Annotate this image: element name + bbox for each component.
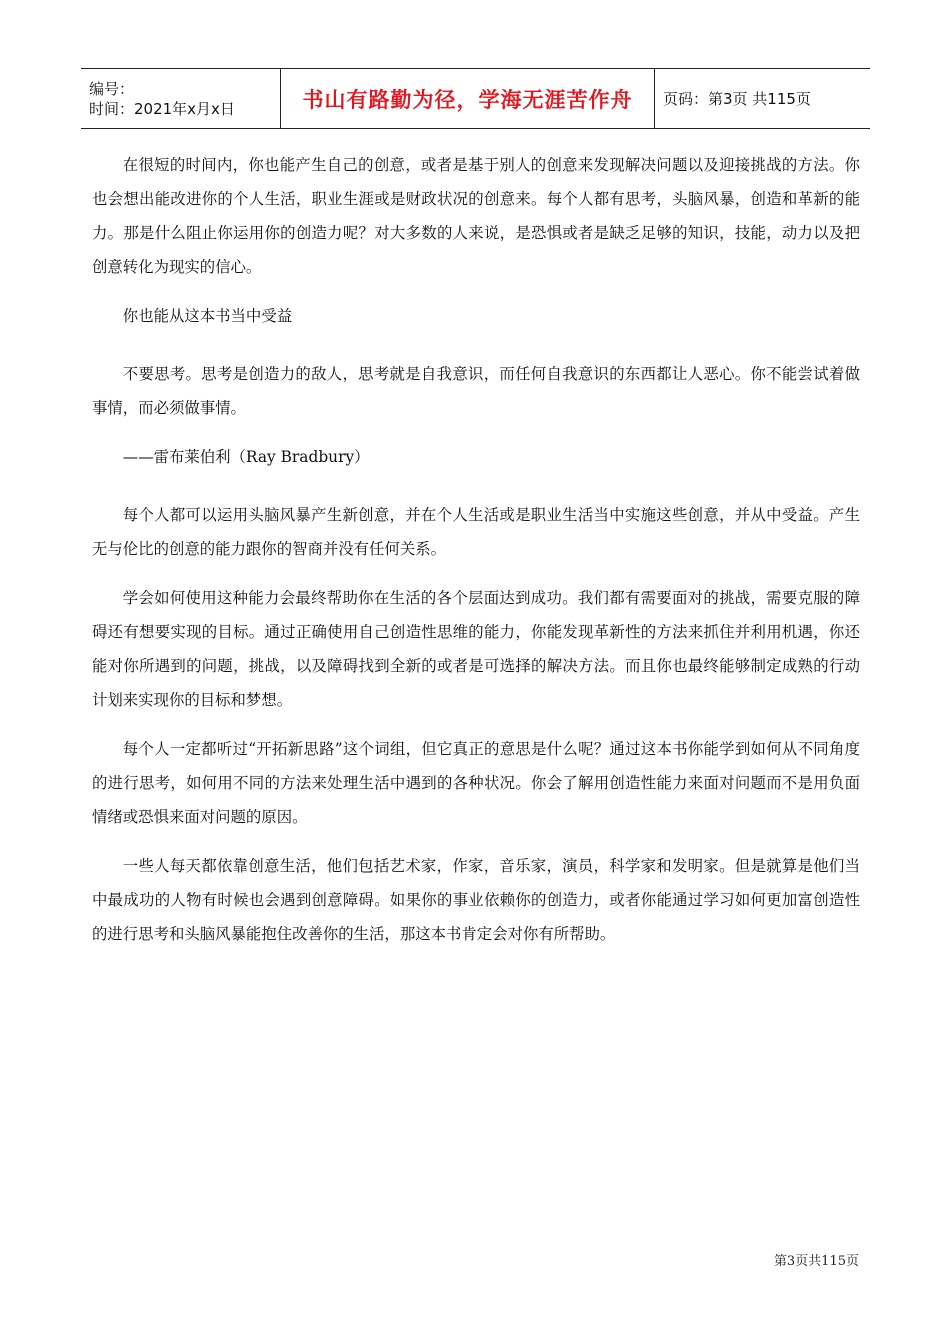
quote-attribution: ——雷布莱伯利（Ray Bradbury） — [122, 448, 370, 466]
body-paragraph: 每个人一定都听过“开拓新思路”这个词组，但它真正的意思是什么呢？通过这本书你能学到如何从不同角度的进行思考，如何用不同的方法来处理生活中遇到的各种状况。你会了解用创造性能力来面对问题而不是用负面情绪或恐惧来面对问题的原因。 — [92, 740, 860, 826]
body-paragraph: 学会如何使用这种能力会最终帮助你在生活的各个层面达到成功。我们都有需要面对的挑战，需要克服的障碍还有想要实现的目标。通过正确使用自己创造性思维的能力，你能发现革新性的方法来抓住并利用机遇，你还能对你所遇到的问题，挑战，以及障碍找到全新的或者是可选择的解决方法。而且你也最终能够制定成熟的行动计划来实现你的目标和梦想。 — [92, 589, 860, 709]
body-paragraph: 一些人每天都依靠创意生活，他们包括艺术家，作家，音乐家，演员，科学家和发明家。但是就算是他们当中最成功的人物有时候也会遇到创意障碍。如果你的事业依赖你的创造力，或者你能通过学习如何更加富创造性的进行思考和头脑风暴能抱住改善你的生活，那这本书肯定会对你有所帮助。 — [92, 857, 860, 943]
document-number-label: 编号： — [89, 79, 135, 98]
header-motto-cell — [281, 69, 655, 128]
body-paragraph: 每个人都可以运用头脑风暴产生新创意，并在个人生活或是职业生活当中实施这些创意，并从中受益。产生无与伦比的创意的能力跟你的智商并没有任何关系。 — [92, 506, 860, 558]
page-footer: 第3页共115页 — [773, 1254, 859, 1269]
quote-paragraph: 不要思考。思考是创造力的敌人，思考就是自我意识，而任何自我意识的东西都让人恶心。你不能尝试着做事情，而必须做事情。 — [92, 365, 860, 417]
header-meta — [81, 69, 281, 128]
header-motto: 书山有路勤为径，学海无涯苦作舟 — [302, 87, 633, 112]
document-body — [92, 148, 860, 966]
page-header — [81, 68, 870, 129]
section-heading: 你也能从这本书当中受益 — [122, 307, 293, 325]
header-page-cell — [655, 69, 870, 128]
body-paragraph: 在很短的时间内，你也能产生自己的创意，或者是基于别人的创意来发现解决问题以及迎接挑战的方法。你也会想出能改进你的个人生活，职业生涯或是财政状况的创意来。每个人都有思考，头脑风暴，创造和革新的能力。那是什么阻止你运用你的创造力呢？对大多数的人来说，是恐惧或者是缺乏足够的知识，技能，动力以及把创意转化为现实的信心。 — [92, 156, 860, 276]
header-page-number: 页码：第3页 共115页 — [663, 90, 811, 108]
document-date-label: 时间：2021年x月x日 — [89, 99, 235, 118]
